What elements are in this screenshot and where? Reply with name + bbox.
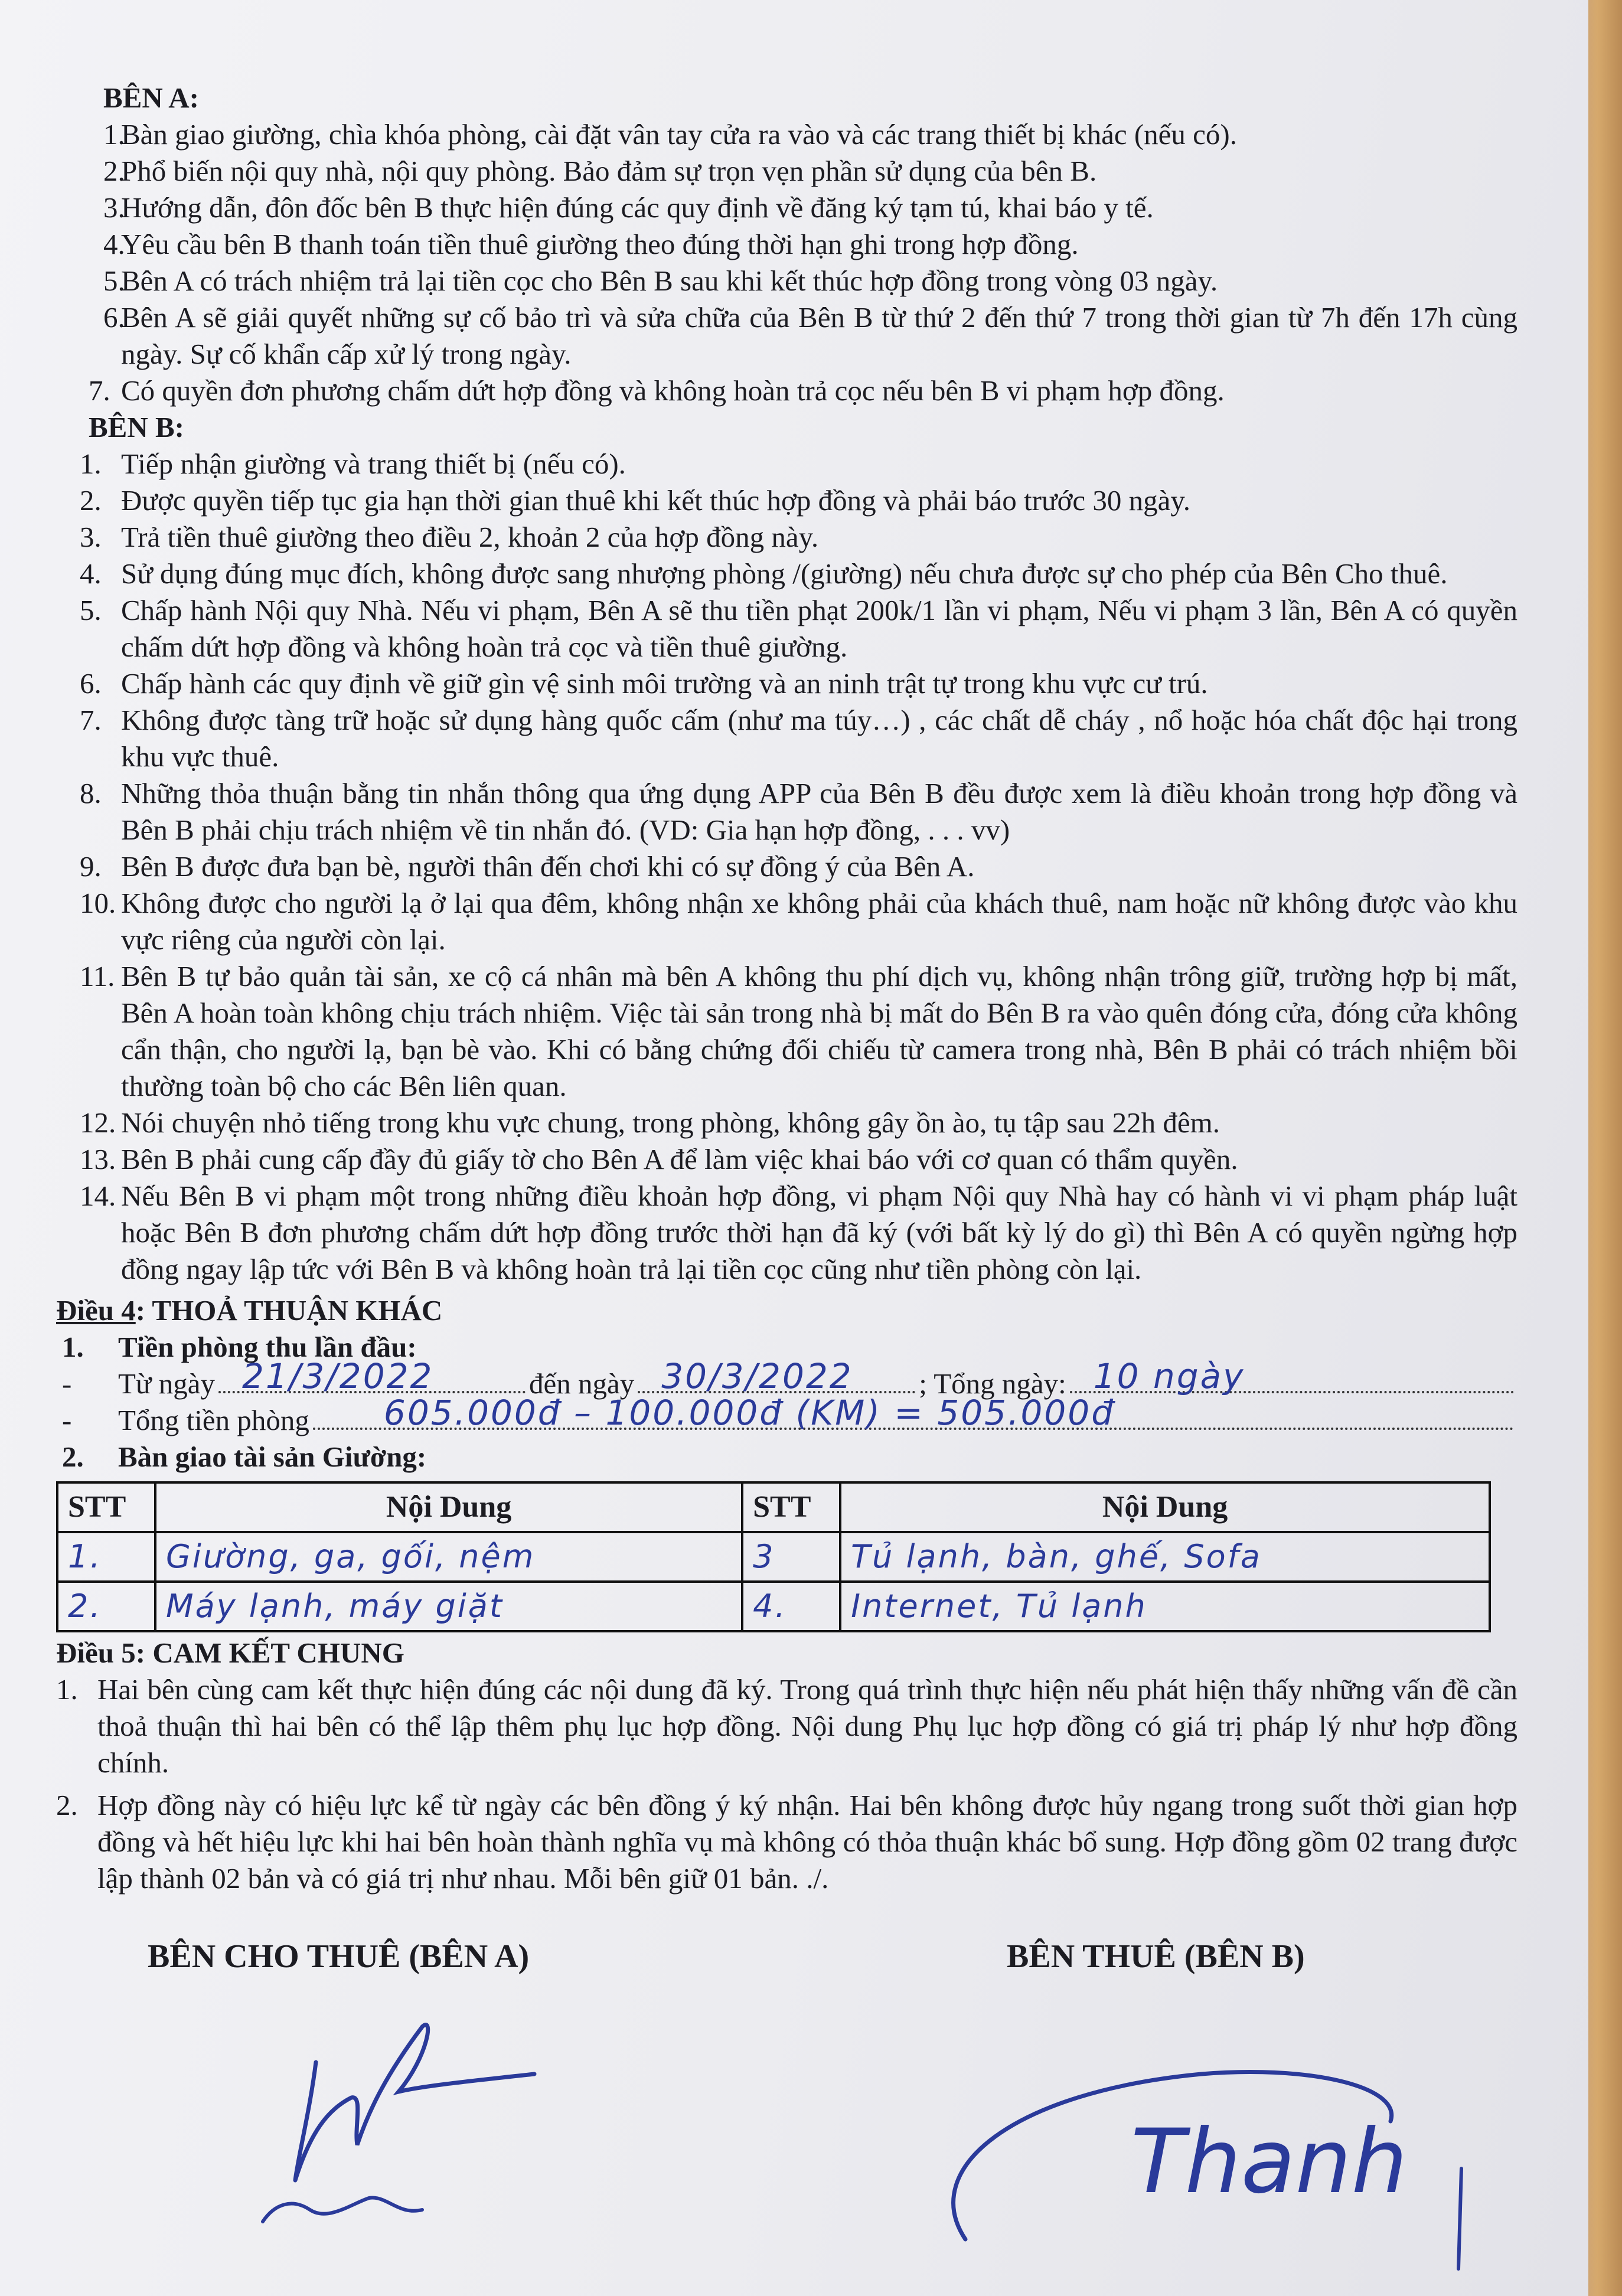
list-item: 3. Hướng dẫn, đôn đốc bên B thực hiện đúng các quy định về đăng ký tạm tú, khai báo y tế. <box>103 191 1154 224</box>
list-item: 13. Bên B phải cung cấp đầy đủ giấy tờ cho Bên A để làm việc khai báo với cơ quan có thẩm quyền. <box>80 1143 1238 1175</box>
list-item: 5. Bên A có trách nhiệm trả lại tiền cọc cho Bên B sau khi kết thúc hợp đồng trong vòng 03 ngày. <box>103 264 1218 297</box>
total-rent-handwritten: 605.000đ – 100.000đ (KM) = 505.000đ <box>383 1393 1115 1433</box>
list-item: 14. Nếu Bên B vi phạm một trong những điều khoản hợp đồng, vi phạm Nội quy Nhà hay có hành vi vi phạm pháp luật hoặc Bên B đơn phương chấm dứt hợp đồng trước thời hạn đã ký (với bất kỳ lý do gì) thì Bên A có quyền ngừng hợp đồng ngay lập tức với Bên B và không hoàn trả lại tiền cọc cũng như tiền phòng còn lại. <box>80 1180 1517 1285</box>
dieu-4-sub-2: 2. Bàn giao tài sản Giường: <box>62 1441 427 1473</box>
dieu-5-heading: Điều 5: CAM KẾT CHUNG <box>56 1637 404 1669</box>
dieu-4-sub-1: 1. Tiền phòng thu lần đầu: <box>62 1331 417 1363</box>
list-item: 1. Tiếp nhận giường và trang thiết bị (nếu có). <box>80 448 626 480</box>
list-item: 9. Bên B được đưa bạn bè, người thân đến chơi khi có sự đồng ý của Bên A. <box>80 850 975 883</box>
list-item: 1. Bàn giao giường, chìa khóa phòng, cài đặt vân tay cửa ra vào và các trang thiết bị khác (nếu có). <box>103 118 1237 151</box>
total-rent-line: - Tổng tiền phòng 605.000đ – 100.000đ (KM) = 505.000đ <box>56 1402 1517 1439</box>
from-date-handwritten: 21/3/2022 <box>242 1356 434 1396</box>
dieu-4-heading: Điều 4: THOẢ THUẬN KHÁC <box>56 1294 443 1327</box>
list-item: 7. Không được tàng trữ hoặc sử dụng hàng quốc cấm (như ma túy…) , các chất dễ cháy , nổ hoặc hóa chất độc hại trong khu vực thuê. <box>80 704 1517 773</box>
list-item: 8. Những thỏa thuận bằng tin nhắn thông qua ứng dụng APP của Bên B đều được xem là điều khoản trong hợp đồng và Bên B phải chịu trách nhiệm về tin nhắn đó. (VD: Gia hạn hợp đồng, . . . vv) <box>80 777 1517 846</box>
table-row: 1. Giường, ga, gối, nệm 3 Tủ lạnh, bàn, ghế, Sofa <box>57 1532 1490 1582</box>
list-item: 3. Trả tiền thuê giường theo điều 2, khoản 2 của hợp đồng này. <box>80 521 819 553</box>
svg-text:Thanh: Thanh <box>1131 2111 1408 2213</box>
ben-b-heading: BÊN B: <box>89 411 185 443</box>
date-range-line: - Từ ngày 21/3/2022 đến ngày 30/3/2022 ; Tổng ngày: 10 ngày <box>56 1366 1517 1402</box>
list-item: 7. Có quyền đơn phương chấm dứt hợp đồng và không hoàn trả cọc nếu bên B vi phạm hợp đồng. <box>89 374 1225 407</box>
party-a-signature-icon <box>174 1991 706 2239</box>
party-b-title: BÊN THUÊ (BÊN B) <box>1007 1938 1305 1975</box>
ben-b-list <box>56 446 1517 1288</box>
list-item: 12. Nói chuyện nhỏ tiếng trong khu vực chung, trong phòng, không gây ồn ào, tụ tập sau 22h đêm. <box>80 1106 1220 1139</box>
list-item: 10. Không được cho người lạ ở lại qua đêm, không nhận xe không phải của khách thuê, nam hoặc nữ không được vào khu vực riêng của người còn lại. <box>80 887 1517 956</box>
list-item: 5. Chấp hành Nội quy Nhà. Nếu vi phạm, Bên A sẽ thu tiền phạt 200k/1 lần vi phạm, Nếu vi phạm 3 lần, Bên A có quyền chấm dứt hợp đồng và không hoàn trả cọc và tiền thuê giường. <box>80 594 1517 663</box>
list-item: 6. Bên A sẽ giải quyết những sự cố bảo trì và sửa chữa của Bên B từ thứ 2 đến thứ 7 trong thời gian từ 7h đến 17h cùng ngày. Sự cố khẩn cấp xử lý trong ngày. <box>103 301 1517 370</box>
list-item: 4. Yêu cầu bên B thanh toán tiền thuê giường theo đúng thời hạn ghi trong hợp đồng. <box>103 228 1079 260</box>
to-date-handwritten: 30/3/2022 <box>661 1356 853 1396</box>
list-item: 2. Phổ biến nội quy nhà, nội quy phòng. Bảo đảm sự trọn vẹn phần sử dụng của bên B. <box>103 155 1097 187</box>
party-a-title: BÊN CHO THUÊ (BÊN A) <box>148 1938 530 1975</box>
list-item: 4. Sử dụng đúng mục đích, không được sang nhượng phòng /(giường) nếu chưa được sự cho phép của Bên Cho thuê. <box>80 557 1448 590</box>
ben-a-list <box>56 116 1517 409</box>
table-row: 2. Máy lạnh, máy giặt 4. Internet, Tủ lạnh <box>57 1582 1490 1631</box>
signature-area <box>56 1938 1517 2292</box>
ben-a-heading: BÊN A: <box>103 81 200 114</box>
list-item: 2. Được quyền tiếp tục gia hạn thời gian thuê khi kết thúc hợp đồng và phải báo trước 30 ngày. <box>80 484 1190 517</box>
list-item: 11. Bên B tự bảo quản tài sản, xe cộ cá nhân mà bên A không thu phí dịch vụ, không nhận trông giữ, trường hợp bị mất, Bên A hoàn toàn không chịu trách nhiệm. Việc tài sản trong nhà bị mất do Bên B ra vào quên đóng cửa, đóng cửa không cẩn thận, cho người lạ, bạn bè vào. Khi có bằng chứng đối chiếu từ camera trong nhà, Bên B phải có trách nhiệm bồi thường toàn bộ cho các Bên liên quan. <box>80 960 1517 1102</box>
list-item: 1. Hai bên cùng cam kết thực hiện đúng các nội dung đã ký. Trong quá trình thực hiện nếu phát hiện thấy những vấn đề cần thoả thuận thì hai bên có thể lập thêm phụ lục hợp đồng. Nội dung Phụ lục hợp đồng có giá trị pháp lý như hợp đồng chính. <box>56 1673 1517 1779</box>
party-b-signature-icon <box>895 1991 1544 2275</box>
list-item: 2. Hợp đồng này có hiệu lực kể từ ngày các bên đồng ý ký nhận. Hai bên không được hủy ngang trong suốt thời gian hợp đồng và hết hiệu lực khi hai bên hoàn thành nghĩa vụ mà không có thỏa thuận khác bổ sung. Hợp đồng gồm 02 trang được lập thành 02 bản và có giá trị như nhau. Mỗi bên giữ 01 bản. ./. <box>56 1789 1517 1895</box>
table-header-row: STT Nội Dung STT Nội Dung <box>57 1482 1490 1532</box>
dieu-5-list <box>56 1671 1517 1897</box>
total-days-handwritten: 10 ngày <box>1093 1356 1245 1396</box>
asset-handover-table <box>56 1481 1491 1632</box>
list-item: 6. Chấp hành các quy định về giữ gìn vệ sinh môi trường và an ninh trật tự trong khu vực cư trú. <box>80 667 1208 700</box>
